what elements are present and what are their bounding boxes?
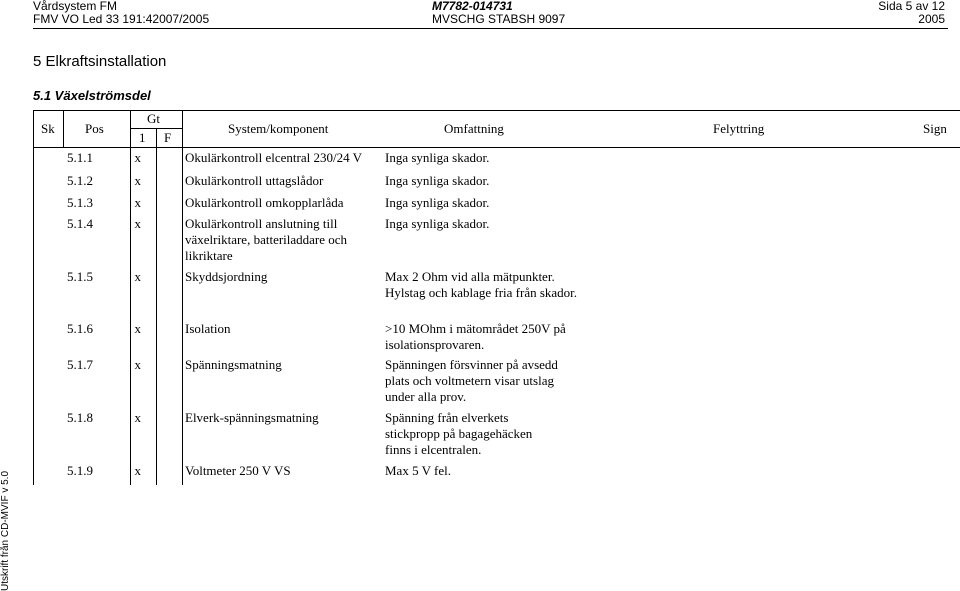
row-system: Okulärkontroll elcentral 230/24 V [185, 150, 363, 165]
row-pos: 5.1.1 [67, 150, 93, 165]
row-mark: x [134, 410, 141, 425]
row-pos: 5.1.8 [67, 410, 93, 425]
row-omfattning: Inga synliga skador. [385, 173, 490, 188]
side-print-note: Utskrift från CD-MVIF v 5.0 [0, 470, 11, 591]
table-header-border [33, 147, 960, 148]
row-omfattning: Inga synliga skador. [385, 216, 490, 231]
row-omfattning: Inga synliga skador. [385, 195, 490, 210]
row-system: Skyddsjordning [185, 269, 268, 284]
row-mark: x [134, 321, 141, 336]
row-mark: x [134, 195, 141, 210]
column-header-omfattning: Omfattning [444, 121, 504, 136]
column-header-gt-f: F [164, 130, 172, 145]
page-header-middle [432, 0, 565, 26]
table-left-border [33, 110, 34, 485]
row-omfattning: Spänningen försvinner på avsedd plats och voltmetern visar utslag under alla prov. [385, 357, 558, 404]
column-header-sign: Sign [923, 121, 947, 136]
row-pos: 5.1.5 [67, 269, 93, 284]
section-title: 5 Elkraftsinstallation [33, 53, 167, 70]
table-gt-right-border [182, 110, 183, 485]
row-mark: x [134, 463, 141, 478]
row-omfattning: >10 MOhm i mätområdet 250V på isolationsprovaren. [385, 321, 566, 352]
column-header-sk: Sk [41, 121, 55, 136]
row-pos: 5.1.3 [67, 195, 93, 210]
subsection-title: 5.1 Växelströmsdel [33, 88, 151, 103]
column-header-system: System/komponent [228, 121, 329, 136]
table-top-border [33, 110, 960, 111]
header-divider [33, 28, 948, 29]
row-mark: x [134, 357, 141, 372]
row-pos: 5.1.6 [67, 321, 93, 336]
table-pos-divider [130, 110, 131, 485]
page-header-right [878, 0, 945, 26]
row-omfattning: Inga synliga skador. [385, 150, 490, 165]
row-omfattning: Max 5 V fel. [385, 463, 451, 478]
row-pos: 5.1.2 [67, 173, 93, 188]
column-header-gt-1: 1 [139, 130, 146, 145]
row-system: Okulärkontroll anslutning till växelriktare, batteriladdare och likriktare [185, 216, 348, 263]
header-model: MVSCHG STABSH 9097 [432, 12, 566, 26]
row-mark: x [134, 269, 141, 284]
table-gt-divider [156, 128, 157, 485]
row-mark: x [134, 173, 141, 188]
row-system: Okulärkontroll omkopplarlåda [185, 195, 344, 210]
row-omfattning: Spänning från elverkets stickpropp på bagagehäcken finns i elcentralen. [385, 410, 533, 457]
row-pos: 5.1.7 [67, 357, 93, 372]
header-system-name: Vårdsystem FM [33, 0, 118, 13]
row-mark: x [134, 216, 141, 231]
row-system: Spänningsmatning [185, 357, 282, 372]
row-pos: 5.1.9 [67, 463, 93, 478]
header-page-number: Sida 5 av 12 [878, 0, 945, 13]
column-header-pos: Pos [85, 121, 104, 136]
row-system: Elverk-spänningsmatning [185, 410, 319, 425]
row-omfattning: Max 2 Ohm vid alla mätpunkter. Hylstag och kablage fria från skador. [385, 269, 578, 300]
column-header-felyttring: Felyttring [713, 121, 765, 136]
page-header-left [33, 0, 209, 26]
header-document-ref: FMV VO Led 33 191:42007/2005 [33, 12, 210, 26]
row-pos: 5.1.4 [67, 216, 93, 231]
header-item-number: M7782-014731 [432, 0, 513, 13]
table-sk-divider [63, 110, 64, 147]
inspection-table [33, 110, 960, 485]
row-system: Voltmeter 250 V VS [185, 463, 291, 478]
row-system: Isolation [185, 321, 231, 336]
row-system: Okulärkontroll uttagslådor [185, 173, 324, 188]
column-header-gt: Gt [147, 111, 160, 126]
header-year: 2005 [918, 12, 945, 26]
row-mark: x [134, 150, 141, 165]
